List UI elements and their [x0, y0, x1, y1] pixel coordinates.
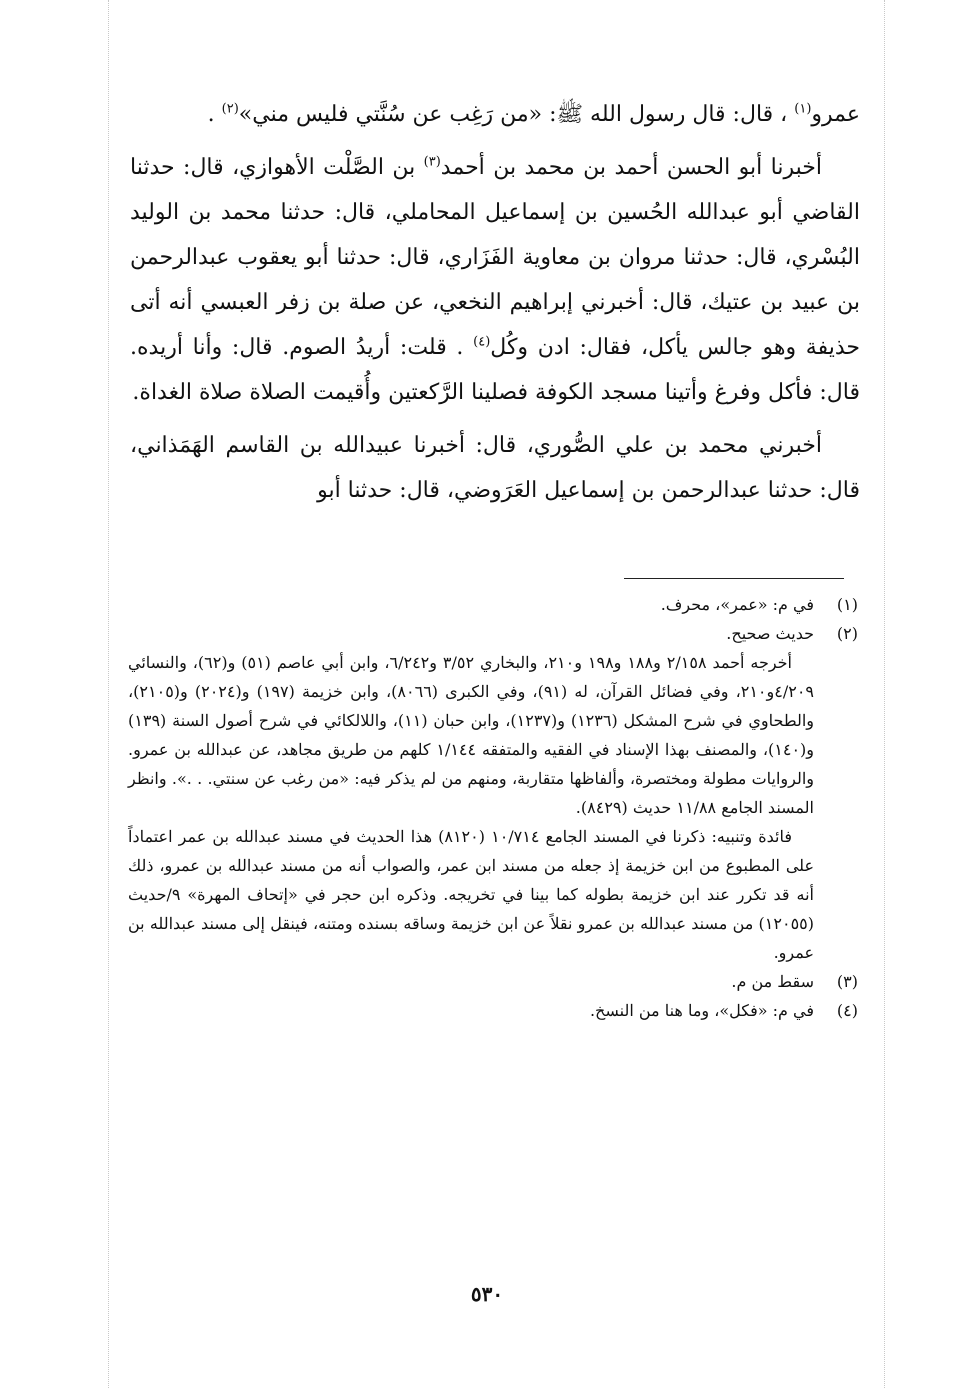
footnote-1 — [128, 590, 858, 619]
page-number: ٥٣٠ — [470, 1282, 504, 1306]
footnote-ref-2: (٢) — [221, 101, 239, 117]
footnote-number: (٤) — [836, 1001, 858, 1020]
footnotes — [128, 590, 858, 1025]
footnote-text — [128, 619, 814, 967]
footnote-text — [128, 996, 814, 1025]
footnote-text — [128, 590, 814, 619]
footnote-ref-4: (٤) — [473, 334, 491, 350]
footnote-line: في م: «عمر»، محرف. — [660, 595, 814, 614]
footnote-3 — [128, 967, 858, 996]
footnote-separator — [624, 578, 844, 579]
footnote-line: في م: «فكل»، وما هنا من النسخ. — [589, 1001, 814, 1020]
scan-guide-line-right — [884, 0, 885, 1388]
main-text — [130, 92, 860, 521]
footnote-line: أخرجه أحمد ٢/١٥٨ و١٨٨ و١٩٨ و٢١٠، والبخاري ٣/٥٢ و٦/٢٤٢، وابن أبي عاصم (٥١) و(٦٢)، والنسائي ٤/٢٠٩و٢١٠، وفي فضائل القرآن، له (٩١)، وفي الكبرى (٨٠٦٦)، وابن خزيمة (١٩٧) و(٢٠٢٤) و(٢١٠٥)، والطحاوي في شرح المشكل (١٢٣٦) و(١٢٣٧)، وابن حبان (١١)، واللالكائي في شرح أصول السنة (١٣٩) و(١٤٠)، والمصنف بهذا الإسناد في الفقيه والمتفقه ١/١٤٤ كلهم من طريق مجاهد، عن عبدالله بن عمرو. والروايات مطولة ومختصرة، وألفاظها متقاربة، ومنهم من لم يذكر فيه: «من رغب عن سنتي. . .». وانظر المسند الجامع ١١/٨٨ حديث (٨٤٢٩). — [128, 653, 815, 817]
scan-guide-line-left — [108, 0, 109, 1388]
footnote-4 — [128, 996, 858, 1025]
paragraph-2 — [130, 145, 860, 415]
footnote-number: (٢) — [836, 624, 858, 643]
paragraph-1-start: عمرو — [811, 102, 860, 127]
footnote-number: (٣) — [836, 972, 858, 991]
paragraph-2-end: . قلت: أريدُ الصوم. قال: وأنا أريده. قال: فأكل وفرغ وأتينا مسجد الكوفة فصلينا الرَّكعتين وأُقيمت الصلاة صلاة الغداة. — [130, 335, 860, 405]
footnote-line: حديث صحيح. — [726, 624, 814, 643]
footnote-line: سقط من م. — [731, 972, 814, 991]
footnote-ref-3: (٣) — [423, 154, 441, 170]
paragraph-3: أخبرني محمد بن علي الصُّوري، قال: أخبرنا عبيدالله بن القاسم الهَمَذاني، قال: حدثنا عبدالرحمن بن إسماعيل العَرَوضي، قال: حدثنا أبو — [130, 433, 860, 503]
paragraph-2-start: أخبرنا أبو الحسن أحمد بن محمد بن أحمد — [440, 155, 822, 180]
footnote-ref-1: (١) — [794, 101, 812, 117]
footnote-line: فائدة وتنبيه: ذكرنا في المسند الجامع ١٠/٧١٤ (٨١٢٠) هذا الحديث في مسند عبدالله بن عمر اعتماداً على المطبوع من ابن خزيمة إذ جعله من مسند ابن عمر، والصواب أنه من مسند عبدالله بن عمرو، ذلك أنه قد تكرر عند ابن خزيمة بطوله كما بينا في تخريجه. وذكره ابن حجر في «إتحاف المهرة» ٩/حديث (١٢٠٥٥) من مسند عبدالله بن عمرو نقلاً عن ابن خزيمة وساقه بسنده ومتنه، فينقل إلى مسند عبدالله بن عمرو. — [128, 827, 814, 962]
footnote-number: (١) — [836, 595, 858, 614]
footnote-text — [128, 967, 814, 996]
paragraph-1-end: . — [207, 102, 222, 127]
paragraph-1 — [130, 92, 860, 137]
paragraph-1-body: ، قال: قال رسول الله ﷺ: «من رَغِب عن سُنَّتي فليس مني» — [238, 102, 795, 127]
paragraph-2-body: بن الصَّلْت الأهوازي، قال: حدثنا القاضي أبو عبدالله الحُسين بن إسماعيل المحاملي، قال: حدثنا محمد بن الوليد البُسْري، قال: حدثنا مروان بن معاوية الفَزَاري، قال: حدثنا أبو يعقوب عبدالرحمن بن عبيد بن عتيك، قال: أخبرني إبراهيم النخعي، عن صلة بن زفر العبسي أنه أتى حذيفة وهو جالس يأكل، فقال: ادن وكُل — [130, 155, 860, 360]
footnote-2 — [128, 619, 858, 967]
